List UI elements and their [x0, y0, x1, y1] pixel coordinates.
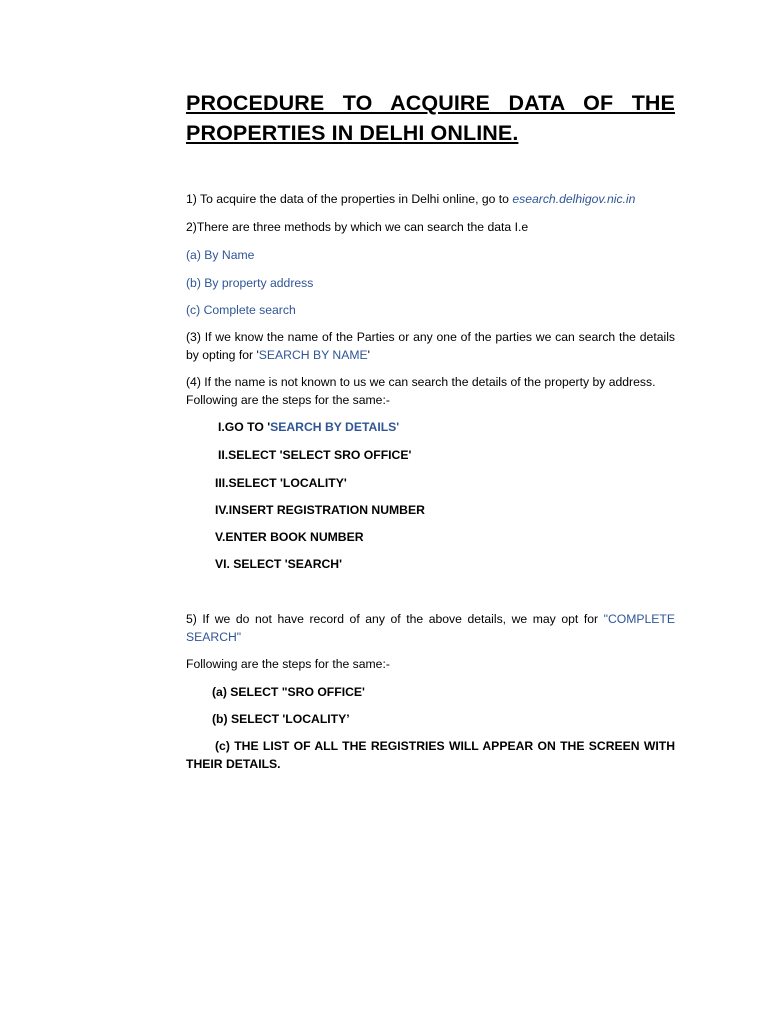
step5-a: (a) SELECT "SRO OFFICE': [212, 685, 365, 699]
method-by-address: (b) By property address: [186, 276, 314, 290]
item-5-following: Following are the steps for the same:-: [186, 657, 390, 671]
item-5: [186, 610, 675, 646]
step4-2: II.SELECT 'SELECT SRO OFFICE': [218, 448, 412, 462]
item-4-line1: (4) If the name is not known to us we can search the details of the property by address.: [186, 375, 656, 389]
search-by-name-label: SEARCH BY NAME: [258, 348, 368, 362]
item-1-text: 1) To acquire the data of the properties in Delhi online, go to: [186, 192, 513, 206]
esearch-link[interactable]: esearch.delhigov.nic.in: [512, 192, 636, 206]
document-title: PROCEDURE TO ACQUIRE DATA OF THE PROPERTIES IN DELHI ONLINE.: [186, 91, 675, 145]
step4-5: V.ENTER BOOK NUMBER: [215, 530, 364, 544]
item-5-text: 5) If we do not have record of any of the above details, we may opt for: [186, 612, 604, 626]
item-4-line2: Following are the steps for the same:-: [186, 393, 390, 407]
step4-1: [186, 418, 675, 436]
complete-search-label: "COMPLETE SEARCH": [186, 612, 675, 644]
method-by-name: (a) By Name: [186, 248, 255, 262]
step4-3: III.SELECT 'LOCALITY': [215, 476, 347, 490]
step5-b: (b) SELECT 'LOCALITY’: [212, 712, 350, 726]
item-1: [186, 190, 675, 208]
document-page: [186, 88, 675, 773]
method-complete-search: (c) Complete search: [186, 303, 296, 317]
step4-6: VI. SELECT 'SEARCH': [215, 557, 343, 571]
item-3-text: (3) If we know the name of the Parties or any one of the parties we can search the details by opting for ': [186, 330, 675, 362]
item-3: [186, 328, 675, 364]
step5-c: (c) THE LIST OF ALL THE REGISTRIES WILL APPEAR ON THE SCREEN WITH THEIR DETAILS.: [186, 739, 675, 771]
step4-1-prefix: I.GO TO ': [218, 420, 271, 434]
item-2: 2)There are three methods by which we can search the data I.e: [186, 220, 529, 234]
step4-4: IV.INSERT REGISTRATION NUMBER: [215, 503, 425, 517]
search-by-details-label: SEARCH BY DETAILS': [270, 420, 400, 434]
item-3-end: ': [367, 348, 370, 362]
item-4: [186, 373, 675, 409]
